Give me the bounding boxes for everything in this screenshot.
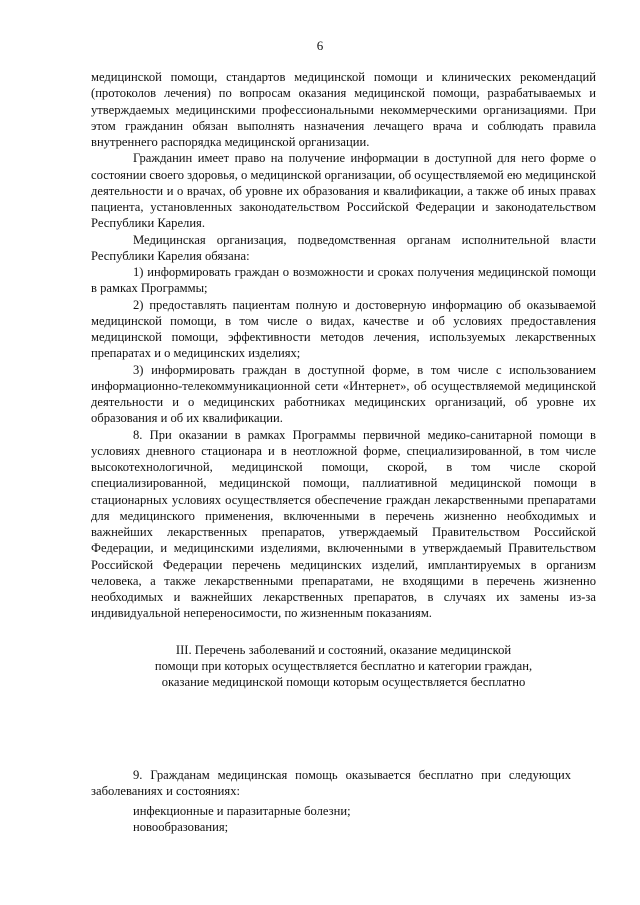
paragraph-organization-duties: Медицинская организация, подведомственная органам исполнительной власти Республики Карелия обязана:: [91, 232, 596, 263]
disease-list-item: инфекционные и паразитарные болезни;: [133, 804, 351, 818]
paragraph-8: 8. При оказании в рамках Программы первичной медико-санитарной помощи в условиях дневного стационара и в неотложной форме, специализированной, в том числе высокотехнологичной, медицинской помощи, скорой, в том числе скорой специализированной, медицинской помощи, паллиативной медицинской помощи в стационарных условиях осуществляется обеспечение граждан лекарственными препаратами для медицинского применения, включенными в перечень жизненно необходимых и важнейших лекарственных препаратов, утверждаемый Правительством Российской Федерации, и медицинскими изделиями, включенными в утверждаемый Правительством Российской Федерации перечень медицинских изделий, имплантируемых в организм человека, а также лекарственными препаратами, не входящими в перечень жизненно необходимых и важнейших лекарственных препаратов, в случаях их замены из-за индивидуальной непереносимости, по жизненным показаниям.: [91, 427, 596, 621]
list-item-duty-1: 1) информировать граждан о возможности и сроках получения медицинской помощи в рамках Программы;: [91, 265, 596, 296]
page-number: 6: [316, 38, 324, 53]
section-heading: [91, 642, 596, 691]
paragraph-9-block: [91, 767, 571, 800]
section-heading-line-1: III. Перечень заболеваний и состояний, оказание медицинской: [175, 642, 512, 657]
section-heading-line-2: помощи при которых осуществляется бесплатно и категории граждан,: [154, 658, 533, 673]
paragraph-9: 9. Гражданам медицинская помощь оказывается бесплатно при следующих заболеваниях и состояниях:: [91, 768, 571, 799]
section-heading-line-3: оказание медицинской помощи которым осуществляется бесплатно: [161, 675, 526, 689]
list-item-duty-2: 2) предоставлять пациентам полную и достоверную информацию об оказываемой медицинской помощи, в том числе о видах, качестве и об условиях предоставления медицинской помощи, эффективности методов лечения, используемых лекарственных препаратах и о медицинских изделиях;: [91, 297, 596, 361]
list-item-duty-3: 3) информировать граждан в доступной форме, в том числе с использованием информационно-телекоммуникационной сети «Интернет», об осуществляемой медицинской деятельности и о медицинских работниках медицинских организаций, об уровне их образования и об их квалификации.: [91, 362, 596, 426]
disease-list-item: новообразования;: [133, 820, 229, 835]
paragraph-continuation: медицинской помощи, стандартов медицинской помощи и клинических рекомендаций (протоколов лечения) по вопросам оказания медицинской помощи, разрабатываемых и утверждаемых медицинскими профессиональными некоммерческими организациями. При этом гражданин обязан выполнять назначения лечащего врача и соблюдать правила внутреннего распорядка медицинской организации.: [91, 70, 596, 149]
paragraph-patient-rights: Гражданин имеет право на получение информации в доступной для него форме о состоянии своего здоровья, о медицинской организации, об осуществляемой ею медицинской деятельности и о врачах, об уровне их образования и квалификации, а также об иных правах пациента, установленных законодательством Российской Федерации и законодательством Республики Карелия.: [91, 151, 596, 231]
disease-list: [133, 803, 553, 836]
document-body: [91, 69, 596, 690]
